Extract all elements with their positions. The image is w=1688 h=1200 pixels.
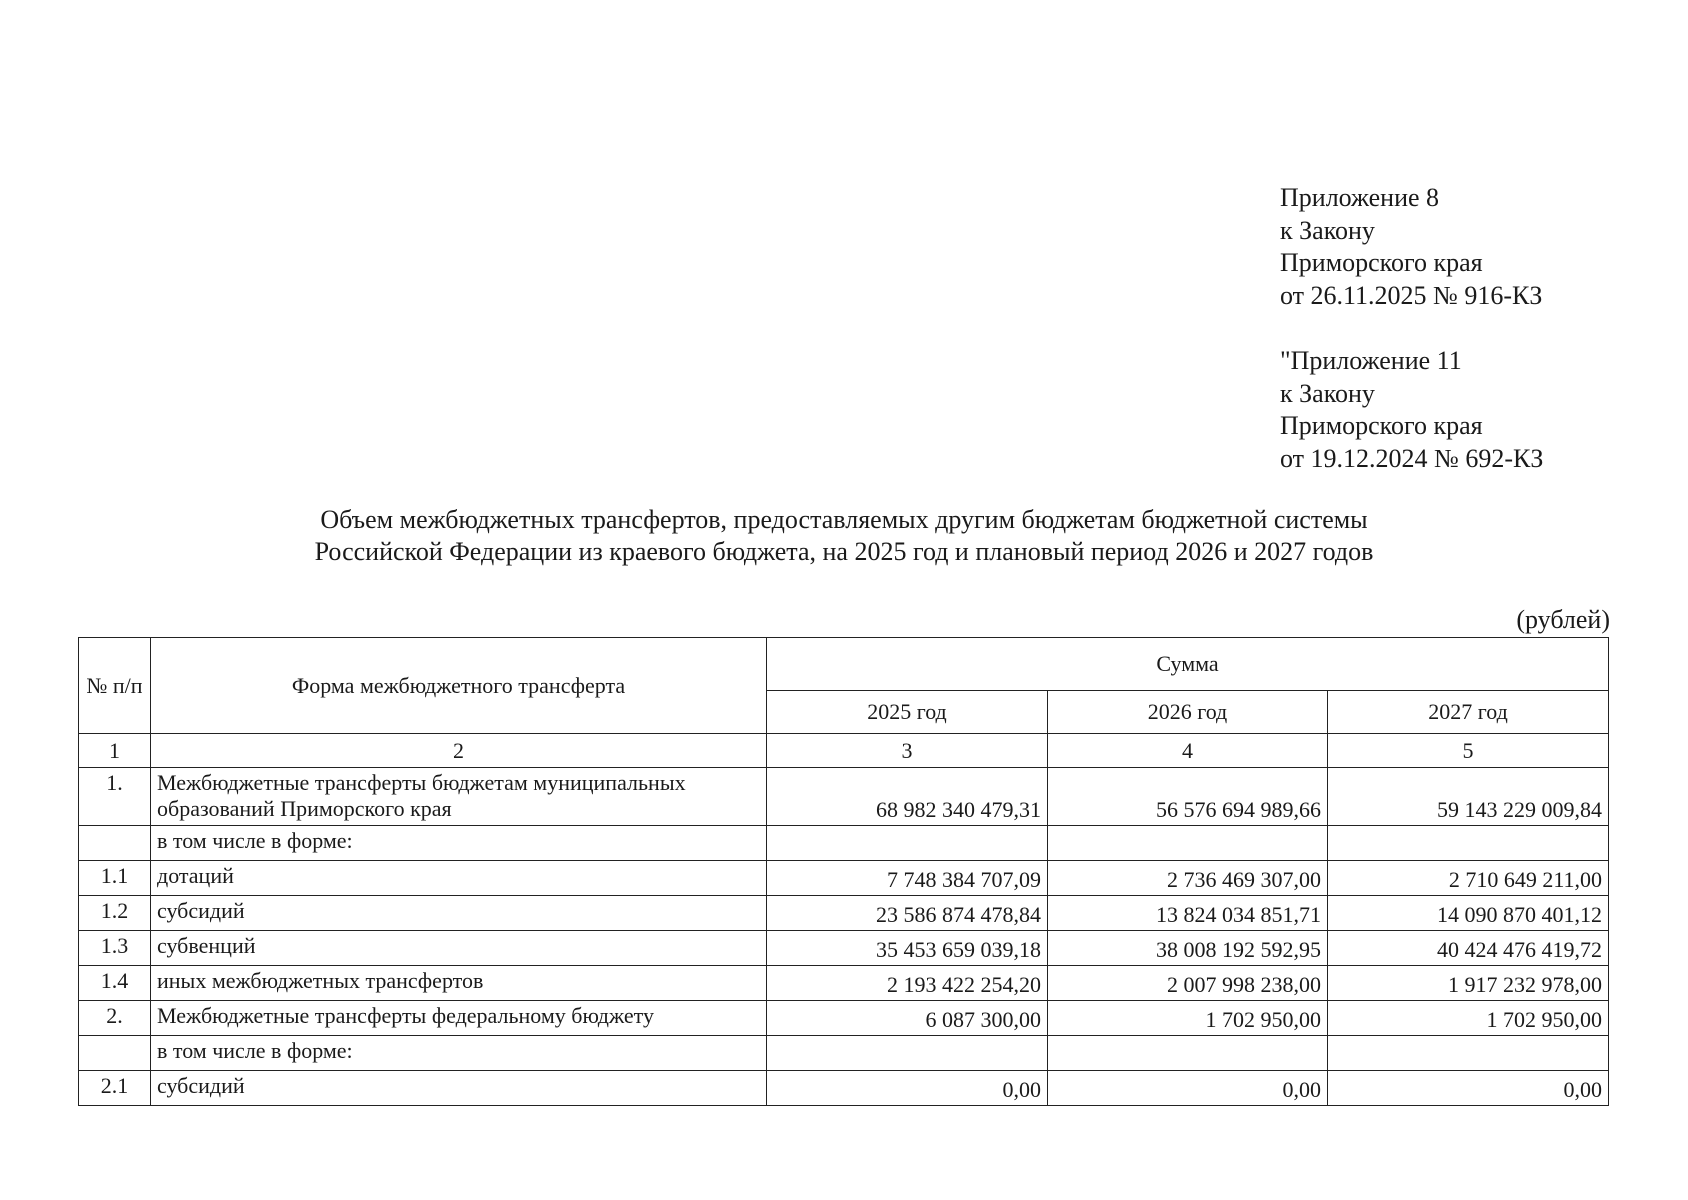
index-cell: 1: [79, 734, 151, 768]
table-row: [79, 1001, 1609, 1036]
value-2027: 40 424 476 419,72: [1328, 931, 1609, 966]
value-2026: [1048, 1036, 1328, 1071]
table-row: [79, 1071, 1609, 1106]
row-name: в том числе в форме:: [151, 826, 767, 861]
value-2027: 2 710 649 211,00: [1328, 861, 1609, 896]
header-year-2025: 2025 год: [767, 691, 1048, 734]
document-title-line: Российской Федерации из краевого бюджета, на 2025 год и плановый период 2026 и 2027 годов: [314, 537, 1374, 566]
value-2025: 68 982 340 479,31: [767, 768, 1048, 826]
row-number: 1.1: [79, 861, 151, 896]
value-2026: 2 007 998 238,00: [1048, 966, 1328, 1001]
row-number: 2.1: [79, 1071, 151, 1106]
value-2025: [767, 1036, 1048, 1071]
document-title-line: Объем межбюджетных трансфертов, предоставляемых другим бюджетам бюджетной системы: [320, 505, 1368, 534]
value-2027: 14 090 870 401,12: [1328, 896, 1609, 931]
row-name-line: образований Приморского края: [157, 796, 452, 821]
table-row: [79, 768, 1609, 826]
value-2025: 2 193 422 254,20: [767, 966, 1048, 1001]
table-row: [79, 966, 1609, 1001]
value-2026: [1048, 826, 1328, 861]
value-2025: 6 087 300,00: [767, 1001, 1048, 1036]
value-2025: 23 586 874 478,84: [767, 896, 1048, 931]
row-name: субвенций: [151, 931, 767, 966]
value-2026: 13 824 034 851,71: [1048, 896, 1328, 931]
appendix-original-line: "Приложение 11: [1280, 346, 1462, 375]
header-year-2027: 2027 год: [1328, 691, 1609, 734]
row-number: 2.: [79, 1001, 151, 1036]
units-label: (рублей): [1516, 605, 1610, 634]
appendix-current-block: [1280, 182, 1660, 312]
index-cell: 3: [767, 734, 1048, 768]
value-2027: 59 143 229 009,84: [1328, 768, 1609, 826]
appendix-original-line: Приморского края: [1280, 411, 1483, 440]
value-2026: 2 736 469 307,00: [1048, 861, 1328, 896]
appendix-current-line: к Закону: [1280, 215, 1375, 245]
transfers-table: [78, 637, 1609, 1106]
value-2027: 0,00: [1328, 1071, 1609, 1106]
row-name: в том числе в форме:: [151, 1036, 767, 1071]
index-cell: 4: [1048, 734, 1328, 768]
row-name: дотаций: [151, 861, 767, 896]
table-row: [79, 1036, 1609, 1071]
row-name: субсидий: [151, 896, 767, 931]
header-form: Форма межбюджетного трансферта: [151, 638, 767, 734]
index-cell: 2: [151, 734, 767, 768]
header-sum: Сумма: [767, 638, 1609, 691]
header-num: № п/п: [79, 638, 151, 734]
table-index-row: [79, 734, 1609, 768]
row-name: Межбюджетные трансферты федеральному бюджету: [151, 1001, 767, 1036]
row-number: 1.3: [79, 931, 151, 966]
row-name: субсидий: [151, 1071, 767, 1106]
appendix-current-line: Приморского края: [1280, 248, 1483, 277]
row-number: 1.: [79, 768, 151, 826]
value-2026: 38 008 192 592,95: [1048, 931, 1328, 966]
value-2025: 35 453 659 039,18: [767, 931, 1048, 966]
row-name: иных межбюджетных трансфертов: [151, 966, 767, 1001]
appendix-original-block: [1280, 345, 1660, 475]
table-header-row: [79, 638, 1609, 691]
table-row: [79, 931, 1609, 966]
value-2026: 1 702 950,00: [1048, 1001, 1328, 1036]
header-year-2026: 2026 год: [1048, 691, 1328, 734]
value-2025: 7 748 384 707,09: [767, 861, 1048, 896]
table-row: [79, 896, 1609, 931]
value-2026: 56 576 694 989,66: [1048, 768, 1328, 826]
appendix-original-line: к Закону: [1280, 378, 1375, 408]
row-number: [79, 1036, 151, 1071]
row-name: [151, 768, 767, 826]
value-2027: 1 917 232 978,00: [1328, 966, 1609, 1001]
value-2027: 1 702 950,00: [1328, 1001, 1609, 1036]
document-title: [0, 504, 1688, 568]
value-2027: [1328, 1036, 1609, 1071]
value-2026: 0,00: [1048, 1071, 1328, 1106]
appendix-original-line: от 19.12.2024 № 692-КЗ: [1280, 443, 1544, 473]
row-name-line: Межбюджетные трансферты бюджетам муниципальных: [157, 770, 686, 795]
table-row: [79, 826, 1609, 861]
row-number: [79, 826, 151, 861]
value-2025: 0,00: [767, 1071, 1048, 1106]
row-number: 1.4: [79, 966, 151, 1001]
appendix-current-line: от 26.11.2025 № 916-КЗ: [1280, 280, 1543, 310]
row-number: 1.2: [79, 896, 151, 931]
value-2027: [1328, 826, 1609, 861]
table-row: [79, 861, 1609, 896]
index-cell: 5: [1328, 734, 1609, 768]
appendix-current-line: Приложение 8: [1280, 183, 1440, 212]
value-2025: [767, 826, 1048, 861]
